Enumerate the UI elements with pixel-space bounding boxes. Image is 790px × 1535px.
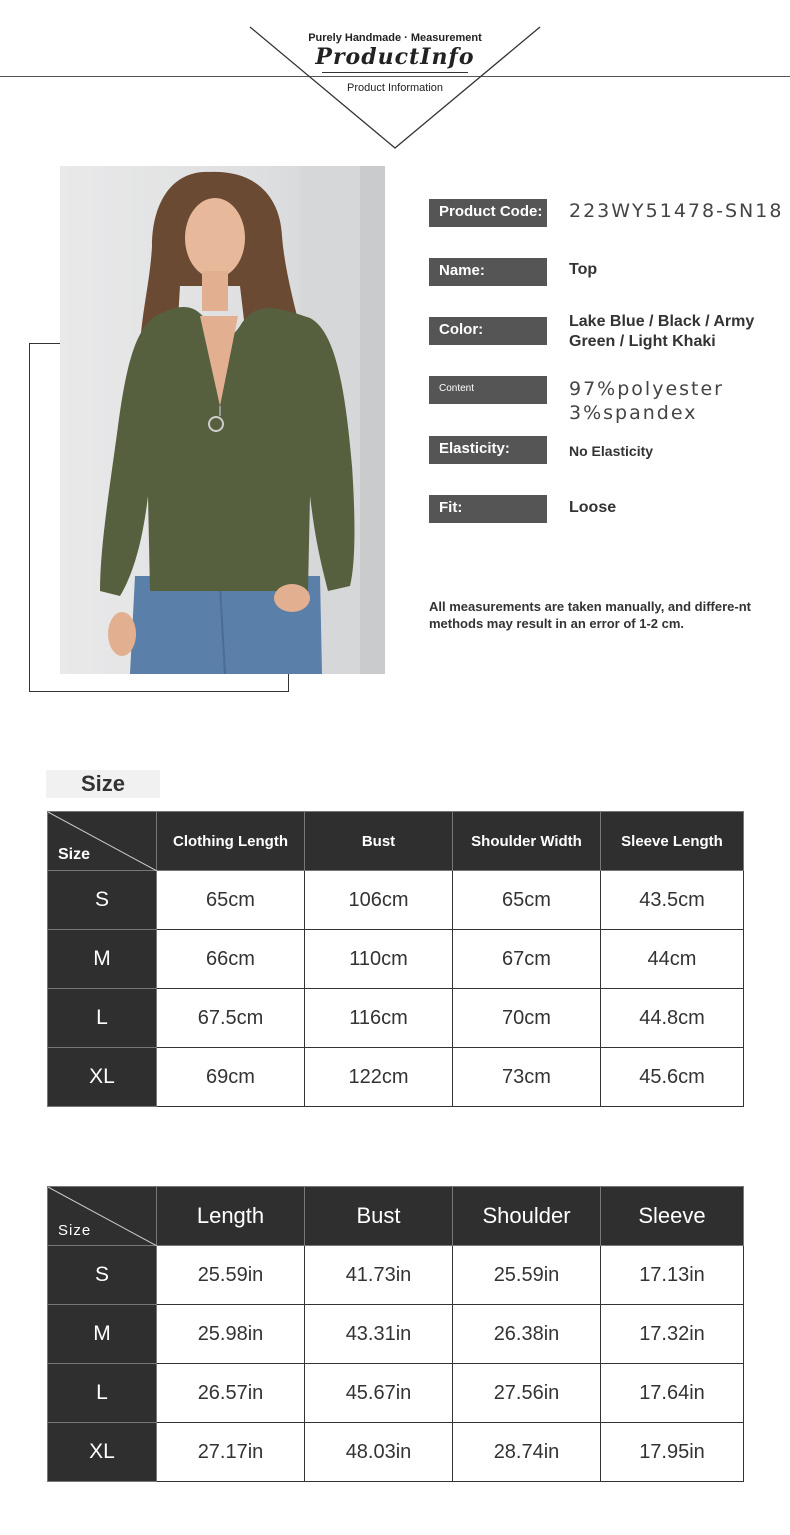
label-fit: Fit: <box>429 495 547 523</box>
table-row <box>48 1246 744 1305</box>
size-table-cm <box>47 811 744 1107</box>
table-cell: 44.8cm <box>601 989 744 1048</box>
table-cell: 45.6cm <box>601 1048 744 1107</box>
table-cell: 67cm <box>453 930 601 989</box>
row-size: S <box>48 871 157 930</box>
value-product-code: 223WY51478-SN18 <box>569 200 784 222</box>
table-row <box>48 1305 744 1364</box>
column-header: Length <box>157 1187 305 1246</box>
table-cell: 17.32in <box>601 1305 744 1364</box>
header-title-underline <box>322 72 468 73</box>
model-illustration <box>60 166 385 674</box>
table-cell: 73cm <box>453 1048 601 1107</box>
size-heading: Size <box>46 770 160 798</box>
table-row <box>48 1423 744 1482</box>
table-cell: 17.95in <box>601 1423 744 1482</box>
label-elasticity: Elasticity: <box>429 436 547 464</box>
table-cell: 41.73in <box>305 1246 453 1305</box>
row-size: M <box>48 930 157 989</box>
table-cell: 70cm <box>453 989 601 1048</box>
column-header: Shoulder Width <box>453 812 601 871</box>
header-title: ProductInfo <box>315 44 475 70</box>
table-cell: 66cm <box>157 930 305 989</box>
table-header-row <box>48 812 744 871</box>
table-cell: 48.03in <box>305 1423 453 1482</box>
table-cell: 43.5cm <box>601 871 744 930</box>
table-cell: 122cm <box>305 1048 453 1107</box>
table-cell: 110cm <box>305 930 453 989</box>
table-cell: 25.98in <box>157 1305 305 1364</box>
table-cell: 27.56in <box>453 1364 601 1423</box>
header-subtitle: Product Information <box>347 82 443 94</box>
label-color: Color: <box>429 317 547 345</box>
table-cell: 67.5cm <box>157 989 305 1048</box>
product-photo <box>60 166 385 674</box>
table-corner-cell <box>48 1187 157 1246</box>
value-fit: Loose <box>569 499 617 516</box>
label-name: Name: <box>429 258 547 286</box>
table-row <box>48 1048 744 1107</box>
table-row <box>48 930 744 989</box>
label-product-code: Product Code: <box>429 199 547 227</box>
table-row <box>48 1364 744 1423</box>
size-table-inches <box>47 1186 744 1482</box>
row-size: XL <box>48 1048 157 1107</box>
table-cell: 17.13in <box>601 1246 744 1305</box>
measurement-note: All measurements are taken manually, and differe-nt methods may result in an error of 1-2 cm. <box>429 599 751 631</box>
table-cell: 65cm <box>157 871 305 930</box>
table-header-row <box>48 1187 744 1246</box>
table-cell: 28.74in <box>453 1423 601 1482</box>
table-cell: 65cm <box>453 871 601 930</box>
table-cell: 17.64in <box>601 1364 744 1423</box>
column-header: Bust <box>305 1187 453 1246</box>
value-color: Lake Blue / Black / Army Green / Light Khaki <box>569 313 755 350</box>
row-size: S <box>48 1246 157 1305</box>
table-cell: 106cm <box>305 871 453 930</box>
row-size: L <box>48 1364 157 1423</box>
table-cell: 26.38in <box>453 1305 601 1364</box>
table-cell: 25.59in <box>453 1246 601 1305</box>
row-size: XL <box>48 1423 157 1482</box>
table-cell: 25.59in <box>157 1246 305 1305</box>
row-size: L <box>48 989 157 1048</box>
column-header: Shoulder <box>453 1187 601 1246</box>
table-row <box>48 871 744 930</box>
table-cell: 27.17in <box>157 1423 305 1482</box>
table-cell: 45.67in <box>305 1364 453 1423</box>
value-content: 97%polyester 3%spandex <box>569 378 724 424</box>
column-header: Clothing Length <box>157 812 305 871</box>
row-size: M <box>48 1305 157 1364</box>
table-cell: 69cm <box>157 1048 305 1107</box>
corner-label: Size <box>58 1222 92 1239</box>
header-top-text: Purely Handmade · Measurement <box>308 32 482 44</box>
table-cell: 26.57in <box>157 1364 305 1423</box>
column-header: Sleeve Length <box>601 812 744 871</box>
table-cell: 116cm <box>305 989 453 1048</box>
column-header: Bust <box>305 812 453 871</box>
table-cell: 44cm <box>601 930 744 989</box>
value-elasticity: No Elasticity <box>569 443 654 459</box>
value-name: Top <box>569 261 598 278</box>
table-cell: 43.31in <box>305 1305 453 1364</box>
label-content: Content <box>429 376 547 404</box>
table-row <box>48 989 744 1048</box>
table-corner-cell <box>48 812 157 871</box>
corner-label: Size <box>58 846 91 863</box>
column-header: Sleeve <box>601 1187 744 1246</box>
